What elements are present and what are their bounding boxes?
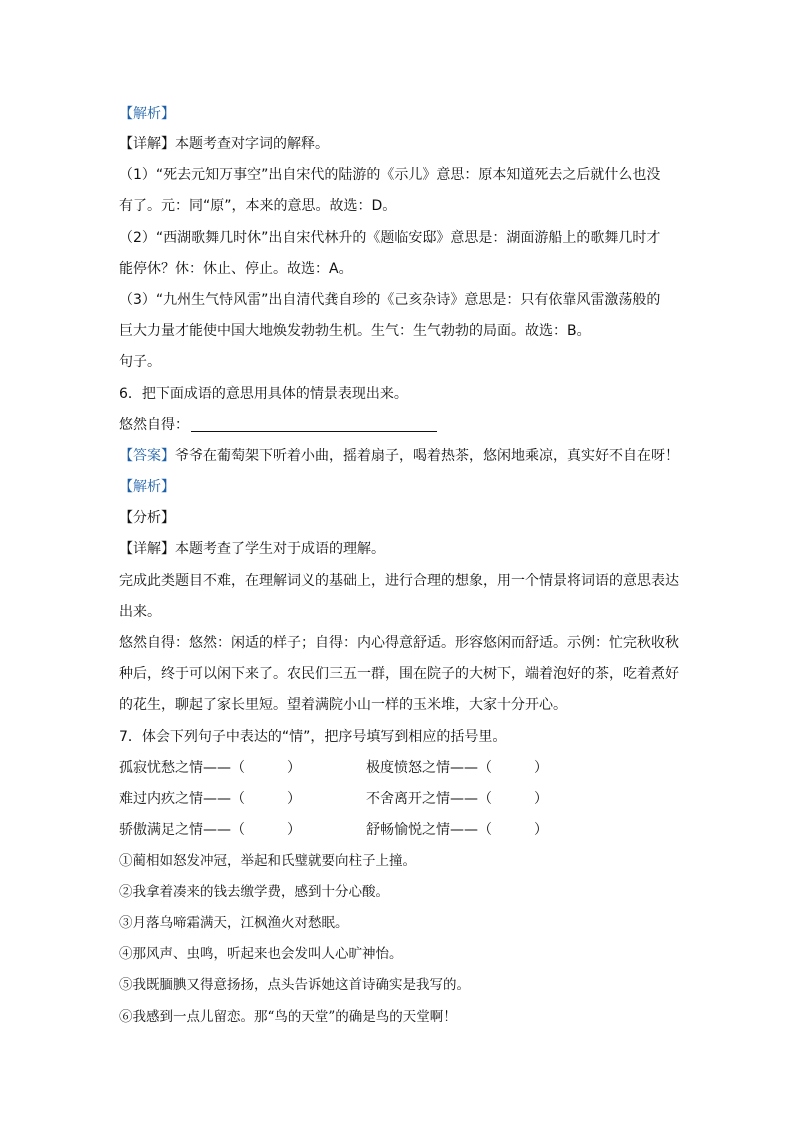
example-line-1: 悠然自得：悠然：闲适的样子；自得：内心得意舒适。形容悠闲而舒适。示例：忙完秋收秋 xyxy=(119,635,679,651)
question-6-prompt: 悠然自得： xyxy=(119,415,437,435)
explanation-2-line-2: 能停休？休：休止、停止。故选：A。 xyxy=(119,261,353,277)
emotion-item[interactable]: 舒畅愉悦之情——（ ） xyxy=(366,822,548,838)
method-line-2: 出来。 xyxy=(119,604,161,620)
example-line-2: 种后，终于可以闲下来了。农民们三五一群，围在院子的大树下，端着泡好的茶，吃着煮好 xyxy=(119,666,679,682)
explanation-3-line-2: 巨大力量才能使中国大地焕发勃勃生机。生气：生气勃勃的局面。故选：B。 xyxy=(119,323,591,339)
sentence-heading: 句子。 xyxy=(119,354,161,370)
explanation-1-line-2: 有了。元：同“原”，本来的意思。故选：D。 xyxy=(119,198,397,214)
sentence-item: ⑥我感到一点儿留恋。那“鸟的天堂”的确是鸟的天堂啊！ xyxy=(119,1009,457,1025)
sentence-item: ⑤我既腼腆又得意扬扬，点头告诉她这首诗确实是我写的。 xyxy=(119,977,470,993)
answer-6: 【答案】爷爷在葡萄架下听着小曲，摇着扇子，喝着热茶，悠闲地乘凉，真实好不自在呀！ xyxy=(119,448,679,464)
emotion-item[interactable]: 极度愤怒之情——（ ） xyxy=(366,760,548,776)
example-line-3: 的花生，聊起了家长里短。望着满院小山一样的玉米堆，大家十分开心。 xyxy=(119,697,567,713)
question-6: 6．把下面成语的意思用具体的情景表现出来。 xyxy=(119,386,408,402)
emotion-item[interactable]: 孤寂忧愁之情——（ ） xyxy=(119,760,301,776)
explanation-1-line-1: （1）“死去元知万事空”出自宋代的陆游的《示儿》意思：原本知道死去之后就什么也没 xyxy=(119,167,661,183)
emotion-row xyxy=(119,758,679,778)
sentence-item: ③月落乌啼霜满天，江枫渔火对愁眠。 xyxy=(119,915,349,931)
analysis-tag-6: 【解析】 xyxy=(119,479,175,495)
question-7: 7．体会下列句子中表达的“情”，把序号填写到相应的括号里。 xyxy=(119,729,507,745)
answer-blank[interactable] xyxy=(191,417,437,432)
detail-heading: 【详解】本题考查对字词的解释。 xyxy=(119,136,329,152)
emotion-row xyxy=(119,820,679,840)
detail-heading-6: 【详解】本题考查了学生对于成语的理解。 xyxy=(119,541,385,557)
sentence-item: ②我拿着凑来的钱去缴学费，感到十分心酸。 xyxy=(119,884,389,900)
emotion-row xyxy=(119,789,679,809)
sentence-item: ①蔺相如怒发冲冠，举起和氏璧就要向柱子上撞。 xyxy=(119,853,416,869)
explanation-2-line-1: （2）“西湖歌舞几时休”出自宋代林升的《题临安邸》意思是：湖面游船上的歌舞几时才 xyxy=(119,230,661,246)
emotion-item[interactable]: 不舍离开之情——（ ） xyxy=(366,791,548,807)
explanation-3-line-1: （3）“九州生气恃风雷”出自清代龚自珍的《己亥杂诗》意思是：只有依靠风雷激荡般的 xyxy=(119,292,661,308)
analysis-tag: 【解析】 xyxy=(119,106,175,122)
method-line-1: 完成此类题目不难，在理解词义的基础上，进行合理的想象，用一个情景将词语的意思表达 xyxy=(119,573,679,589)
emotion-item[interactable]: 骄傲满足之情——（ ） xyxy=(119,822,301,838)
emotion-item[interactable]: 难过内疚之情——（ ） xyxy=(119,791,301,807)
sentence-item: ④那风声、虫鸣，听起来也会发叫人心旷神怡。 xyxy=(119,946,403,962)
analysis-sub-tag-6: 【分析】 xyxy=(119,510,175,526)
